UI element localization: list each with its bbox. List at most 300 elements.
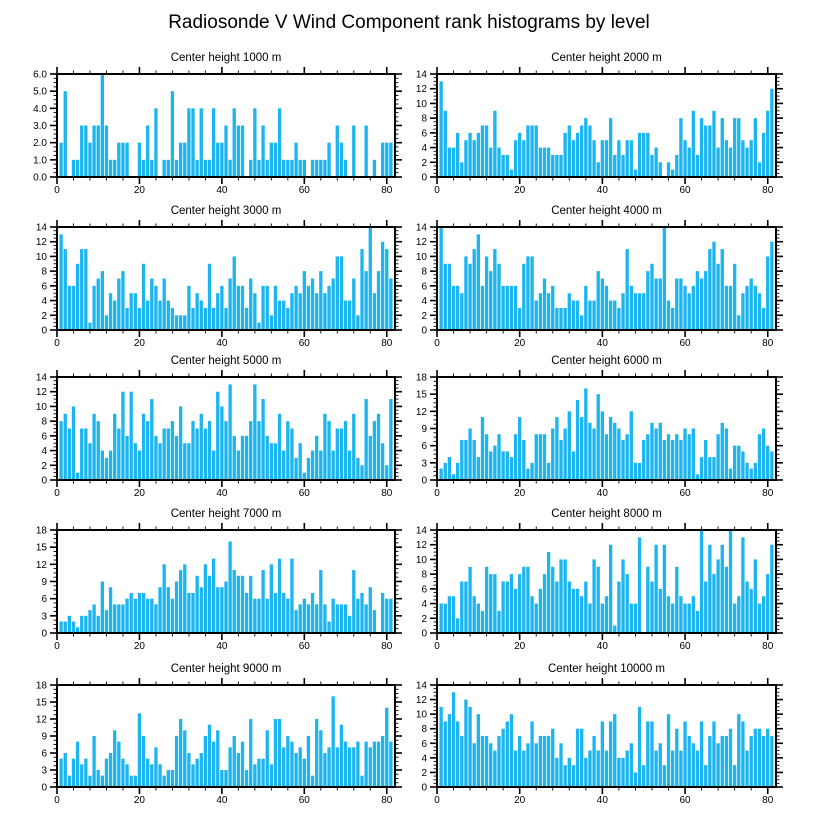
histogram-bar	[758, 162, 761, 177]
histogram-bar	[563, 133, 566, 177]
histogram-bar	[675, 279, 678, 331]
histogram-bar	[621, 440, 624, 480]
histogram-bar	[200, 414, 203, 480]
histogram-bar	[708, 249, 711, 330]
y-tick-label: 2	[421, 767, 427, 779]
histogram-bar	[208, 725, 211, 787]
histogram-bar	[319, 570, 322, 633]
histogram-bar	[327, 622, 330, 633]
histogram-bar	[530, 596, 533, 633]
histogram-bar	[671, 308, 674, 330]
histogram-bar	[241, 576, 244, 633]
histogram-bar	[456, 286, 459, 330]
histogram-bar	[481, 286, 484, 330]
x-tick-label: 20	[133, 338, 146, 349]
histogram-bar	[183, 564, 186, 633]
histogram-bar	[758, 729, 761, 787]
y-tick-label: 6	[41, 281, 47, 293]
histogram-bar	[195, 759, 198, 787]
histogram-bar	[158, 301, 161, 330]
histogram-bar	[568, 293, 571, 330]
histogram-bar	[700, 721, 703, 787]
histogram-bar	[245, 436, 248, 480]
histogram-bar	[105, 126, 108, 178]
histogram-bar	[576, 133, 579, 177]
bars-group	[439, 388, 773, 480]
histogram-bar	[369, 587, 372, 633]
histogram-bar	[584, 582, 587, 634]
histogram-bar	[704, 440, 707, 480]
histogram-bar	[473, 249, 476, 330]
histogram-bar	[501, 286, 504, 330]
histogram-panel	[416, 508, 783, 652]
histogram-bar	[551, 286, 554, 330]
histogram-bar	[646, 567, 649, 633]
histogram-bar	[84, 126, 87, 178]
histogram-bar	[200, 108, 203, 177]
histogram-bar	[274, 143, 277, 177]
histogram-bar	[253, 764, 256, 787]
histogram-bar	[224, 308, 227, 330]
histogram-bar	[617, 758, 620, 787]
histogram-bar	[84, 616, 87, 633]
histogram-bar	[613, 626, 616, 633]
y-tick-label: 2	[421, 613, 427, 625]
histogram-bar	[163, 279, 166, 331]
y-tick-label: 15	[415, 389, 427, 401]
histogram-bar	[518, 133, 521, 177]
histogram-bar	[113, 160, 116, 177]
histogram-bar	[497, 148, 500, 177]
histogram-bar	[750, 279, 753, 331]
histogram-bar	[191, 764, 194, 787]
histogram-bar	[241, 436, 244, 480]
x-tick-label: 40	[596, 488, 608, 499]
histogram-bar	[613, 301, 616, 330]
histogram-bar	[336, 256, 339, 330]
y-tick-label: 12	[415, 406, 427, 418]
histogram-bar	[171, 599, 174, 633]
histogram-bar	[138, 308, 141, 330]
histogram-bar	[113, 604, 116, 633]
histogram-bar	[770, 242, 773, 330]
histogram-bar	[745, 582, 748, 634]
histogram-bar	[163, 776, 166, 787]
histogram-bar	[142, 160, 145, 177]
histogram-bar	[588, 301, 591, 330]
histogram-bar	[245, 308, 248, 330]
histogram-bar	[360, 593, 363, 633]
histogram-bar	[311, 279, 314, 331]
histogram-bar	[597, 751, 600, 787]
y-tick-label: 8	[41, 416, 47, 428]
histogram-bar	[88, 610, 91, 633]
histogram-bar	[163, 429, 166, 481]
histogram-bar	[547, 736, 550, 787]
histogram-bar	[638, 293, 641, 330]
histogram-bar	[212, 108, 215, 177]
histogram-bar	[762, 133, 765, 177]
histogram-bar	[257, 160, 260, 177]
histogram-bar	[708, 457, 711, 480]
histogram-bar	[683, 721, 686, 787]
histogram-bar	[72, 286, 75, 330]
histogram-bar	[278, 414, 281, 480]
histogram-bar	[460, 293, 463, 330]
histogram-bar	[327, 143, 330, 177]
histogram-bar	[712, 111, 715, 177]
histogram-bar	[621, 155, 624, 177]
histogram-bar	[72, 160, 75, 177]
x-tick-label: 60	[298, 338, 310, 349]
x-tick-label: 0	[434, 338, 440, 349]
histogram-bar	[204, 736, 207, 787]
histogram-bar	[526, 126, 529, 178]
histogram-bar	[113, 301, 116, 330]
histogram-bar	[220, 587, 223, 633]
histogram-bar	[464, 440, 467, 480]
histogram-bar	[497, 736, 500, 787]
histogram-bar	[452, 596, 455, 633]
bars-group	[439, 81, 773, 177]
histogram-bar	[195, 429, 198, 481]
x-tick-label: 0	[434, 795, 440, 806]
histogram-bar	[385, 599, 388, 633]
histogram-bar	[692, 111, 695, 177]
histogram-bar	[364, 399, 367, 480]
histogram-bar	[80, 126, 83, 178]
histogram-bar	[444, 463, 447, 480]
histogram-bar	[535, 301, 538, 330]
histogram-bar	[92, 604, 95, 633]
y-tick-label: 0	[421, 628, 427, 640]
y-tick-label: 0	[41, 628, 47, 640]
histogram-bar	[175, 315, 178, 330]
histogram-bar	[592, 559, 595, 633]
histogram-bar	[452, 692, 455, 787]
histogram-bar	[158, 443, 161, 480]
histogram-bar	[270, 564, 273, 633]
histogram-bar	[563, 765, 566, 787]
histogram-bar	[121, 392, 124, 480]
histogram-bar	[485, 434, 488, 480]
x-tick-label: 40	[596, 641, 608, 652]
histogram-bar	[195, 576, 198, 633]
histogram-bar	[481, 417, 484, 480]
y-tick-label: 4	[421, 753, 427, 765]
histogram-bar	[617, 582, 620, 634]
histogram-bar	[654, 148, 657, 177]
histogram-bar	[473, 743, 476, 787]
histogram-bar	[539, 736, 542, 787]
histogram-bar	[609, 118, 612, 177]
histogram-bar	[671, 440, 674, 480]
histogram-bar	[385, 249, 388, 330]
histogram-bar	[101, 271, 104, 330]
histogram-bar	[266, 436, 269, 480]
histogram-bar	[146, 759, 149, 787]
histogram-bar	[696, 271, 699, 330]
histogram-bar	[621, 293, 624, 330]
histogram-bar	[696, 751, 699, 787]
histogram-bar	[758, 604, 761, 633]
histogram-bar	[642, 440, 645, 480]
histogram-bar	[92, 736, 95, 787]
histogram-bar	[700, 279, 703, 331]
histogram-bar	[80, 249, 83, 330]
histogram-bar	[489, 271, 492, 330]
histogram-bar	[576, 400, 579, 480]
histogram-bar	[187, 753, 190, 787]
histogram-bar	[675, 434, 678, 480]
x-tick-label: 80	[762, 338, 774, 349]
histogram-bar	[712, 574, 715, 633]
histogram-bar	[233, 736, 236, 787]
histogram-bar	[572, 765, 575, 787]
histogram-bar	[64, 91, 67, 177]
histogram-bar	[84, 759, 87, 787]
histogram-bar	[171, 91, 174, 177]
histogram-bar	[311, 160, 314, 177]
histogram-bar	[601, 140, 604, 177]
histogram-bar	[522, 264, 525, 330]
histogram-bar	[634, 170, 637, 177]
histogram-bar	[481, 611, 484, 633]
chart-title: Center height 5000 m	[170, 355, 282, 367]
histogram-bar	[274, 719, 277, 787]
histogram-bar	[233, 108, 236, 177]
histogram-bar	[766, 446, 769, 480]
histogram-bar	[270, 443, 273, 480]
histogram-bar	[473, 596, 476, 633]
histogram-bar	[332, 599, 335, 633]
x-tick-label: 60	[298, 641, 310, 652]
histogram-bar	[183, 730, 186, 787]
histogram-bar	[101, 776, 104, 787]
histogram-bar	[282, 747, 285, 787]
histogram-bar	[389, 279, 392, 331]
histogram-bar	[584, 758, 587, 787]
histogram-bar	[294, 143, 297, 177]
histogram-bar	[253, 384, 256, 480]
histogram-bar	[750, 736, 753, 787]
histogram-bar	[535, 743, 538, 787]
histogram-bar	[266, 730, 269, 787]
histogram-bar	[303, 160, 306, 177]
histogram-bar	[758, 434, 761, 480]
bars-group	[439, 227, 773, 330]
histogram-bar	[716, 559, 719, 633]
histogram-bar	[439, 707, 442, 787]
histogram-bar	[514, 434, 517, 480]
histogram-bar	[444, 721, 447, 787]
histogram-bar	[216, 587, 219, 633]
histogram-bar	[220, 286, 223, 330]
histogram-bar	[307, 736, 310, 787]
histogram-bar	[526, 743, 529, 787]
histogram-bar	[770, 736, 773, 787]
y-tick-label: 12	[415, 84, 427, 96]
histogram-bar	[729, 729, 732, 787]
histogram-bar	[76, 160, 79, 177]
x-tick-label: 0	[54, 185, 60, 196]
histogram-bar	[261, 759, 264, 787]
histogram-bar	[750, 469, 753, 480]
histogram-bar	[700, 457, 703, 480]
histogram-bar	[385, 465, 388, 480]
histogram-bar	[373, 421, 376, 480]
histogram-bar	[597, 394, 600, 480]
histogram-bar	[568, 411, 571, 480]
histogram-bar	[59, 234, 62, 330]
histogram-bar	[336, 604, 339, 633]
x-tick-label: 60	[298, 795, 310, 806]
histogram-bar	[605, 434, 608, 480]
histogram-bar	[506, 155, 509, 177]
histogram-bar	[750, 589, 753, 633]
histogram-bar	[204, 308, 207, 330]
x-tick-label: 40	[596, 795, 608, 806]
histogram-bar	[286, 599, 289, 633]
histogram-bar	[671, 604, 674, 633]
histogram-bar	[592, 301, 595, 330]
histogram-bar	[373, 610, 376, 633]
histogram-bar	[530, 256, 533, 330]
histogram-bar	[109, 160, 112, 177]
histogram-bar	[109, 753, 112, 787]
histogram-bar	[605, 140, 608, 177]
histogram-bar	[609, 301, 612, 330]
histogram-bar	[237, 126, 240, 178]
x-tick-label: 0	[54, 338, 60, 349]
histogram-bar	[630, 411, 633, 480]
histogram-bar	[510, 457, 513, 480]
x-tick-label: 0	[434, 185, 440, 196]
histogram-bar	[559, 559, 562, 633]
histogram-bar	[294, 610, 297, 633]
histogram-bar	[510, 170, 513, 177]
histogram-bar	[526, 567, 529, 633]
bars-group	[59, 384, 392, 480]
histogram-bar	[473, 140, 476, 177]
histogram-bar	[274, 593, 277, 633]
histogram-bar	[762, 736, 765, 787]
histogram-bar	[344, 160, 347, 177]
y-tick-label: 4.0	[33, 103, 47, 115]
y-tick-label: 14	[35, 222, 47, 234]
histogram-bar	[171, 308, 174, 330]
x-tick-label: 80	[762, 185, 774, 196]
histogram-bar	[721, 423, 724, 480]
histogram-bar	[150, 279, 153, 331]
histogram-bar	[493, 446, 496, 480]
histogram-bar	[485, 567, 488, 633]
histogram-bar	[692, 286, 695, 330]
histogram-bar	[626, 140, 629, 177]
histogram-bar	[266, 599, 269, 633]
histogram-bar	[489, 148, 492, 177]
histogram-bar	[754, 463, 757, 480]
y-tick-label: 9	[421, 424, 427, 435]
histogram-bar	[501, 582, 504, 634]
histogram-bar	[626, 751, 629, 787]
histogram-bar	[630, 140, 633, 177]
y-tick-label: 0	[41, 475, 47, 487]
histogram-bar	[725, 140, 728, 177]
histogram-bar	[92, 286, 95, 330]
histogram-bar	[547, 293, 550, 330]
histogram-bar	[518, 417, 521, 480]
histogram-bar	[592, 736, 595, 787]
y-tick-label: 12	[415, 237, 427, 249]
histogram-bar	[704, 126, 707, 178]
histogram-bar	[323, 414, 326, 480]
x-tick-label: 0	[434, 641, 440, 652]
histogram-bar	[158, 587, 161, 633]
histogram-bar	[683, 604, 686, 633]
histogram-bar	[220, 143, 223, 177]
histogram-bar	[510, 574, 513, 633]
histogram-bar	[501, 729, 504, 787]
y-tick-label: 12	[35, 559, 47, 571]
histogram-bar	[340, 429, 343, 481]
histogram-bar	[191, 308, 194, 330]
histogram-bar	[64, 753, 67, 787]
histogram-bar	[522, 751, 525, 787]
y-tick-label: 6	[421, 281, 427, 293]
bars-group	[59, 541, 392, 633]
histogram-bar	[543, 574, 546, 633]
histogram-bar	[340, 256, 343, 330]
histogram-bar	[766, 574, 769, 633]
histogram-bar	[101, 74, 104, 177]
y-tick-label: 4	[421, 296, 427, 308]
histogram-panel	[36, 355, 402, 499]
histogram-bar	[650, 264, 653, 330]
x-tick-label: 20	[133, 641, 146, 652]
histogram-bar	[175, 436, 178, 480]
x-tick-label: 40	[216, 641, 228, 652]
histogram-bar	[605, 751, 608, 787]
histogram-bar	[444, 604, 447, 633]
histogram-bar	[286, 308, 289, 330]
histogram-bar	[770, 451, 773, 480]
histogram-bar	[216, 293, 219, 330]
histogram-bar	[737, 714, 740, 787]
histogram-bar	[241, 742, 244, 787]
chart-title: Center height 10000 m	[548, 663, 665, 675]
histogram-bar	[667, 596, 670, 633]
histogram-bar	[323, 293, 326, 330]
histogram-bar	[609, 545, 612, 633]
chart-title: Center height 4000 m	[551, 205, 662, 217]
histogram-bar	[200, 587, 203, 633]
histogram-bar	[299, 160, 302, 177]
histogram-bar	[671, 170, 674, 177]
histogram-bar	[712, 721, 715, 787]
histogram-bar	[568, 126, 571, 178]
histogram-bar	[683, 429, 686, 481]
histogram-bar	[261, 399, 264, 480]
histogram-bar	[59, 143, 62, 177]
x-tick-label: 60	[679, 488, 691, 499]
histogram-bar	[278, 108, 281, 177]
histogram-bar	[257, 759, 260, 787]
histogram-bar	[601, 279, 604, 331]
histogram-bar	[613, 423, 616, 480]
histogram-bar	[224, 421, 227, 480]
x-tick-label: 40	[216, 795, 228, 806]
